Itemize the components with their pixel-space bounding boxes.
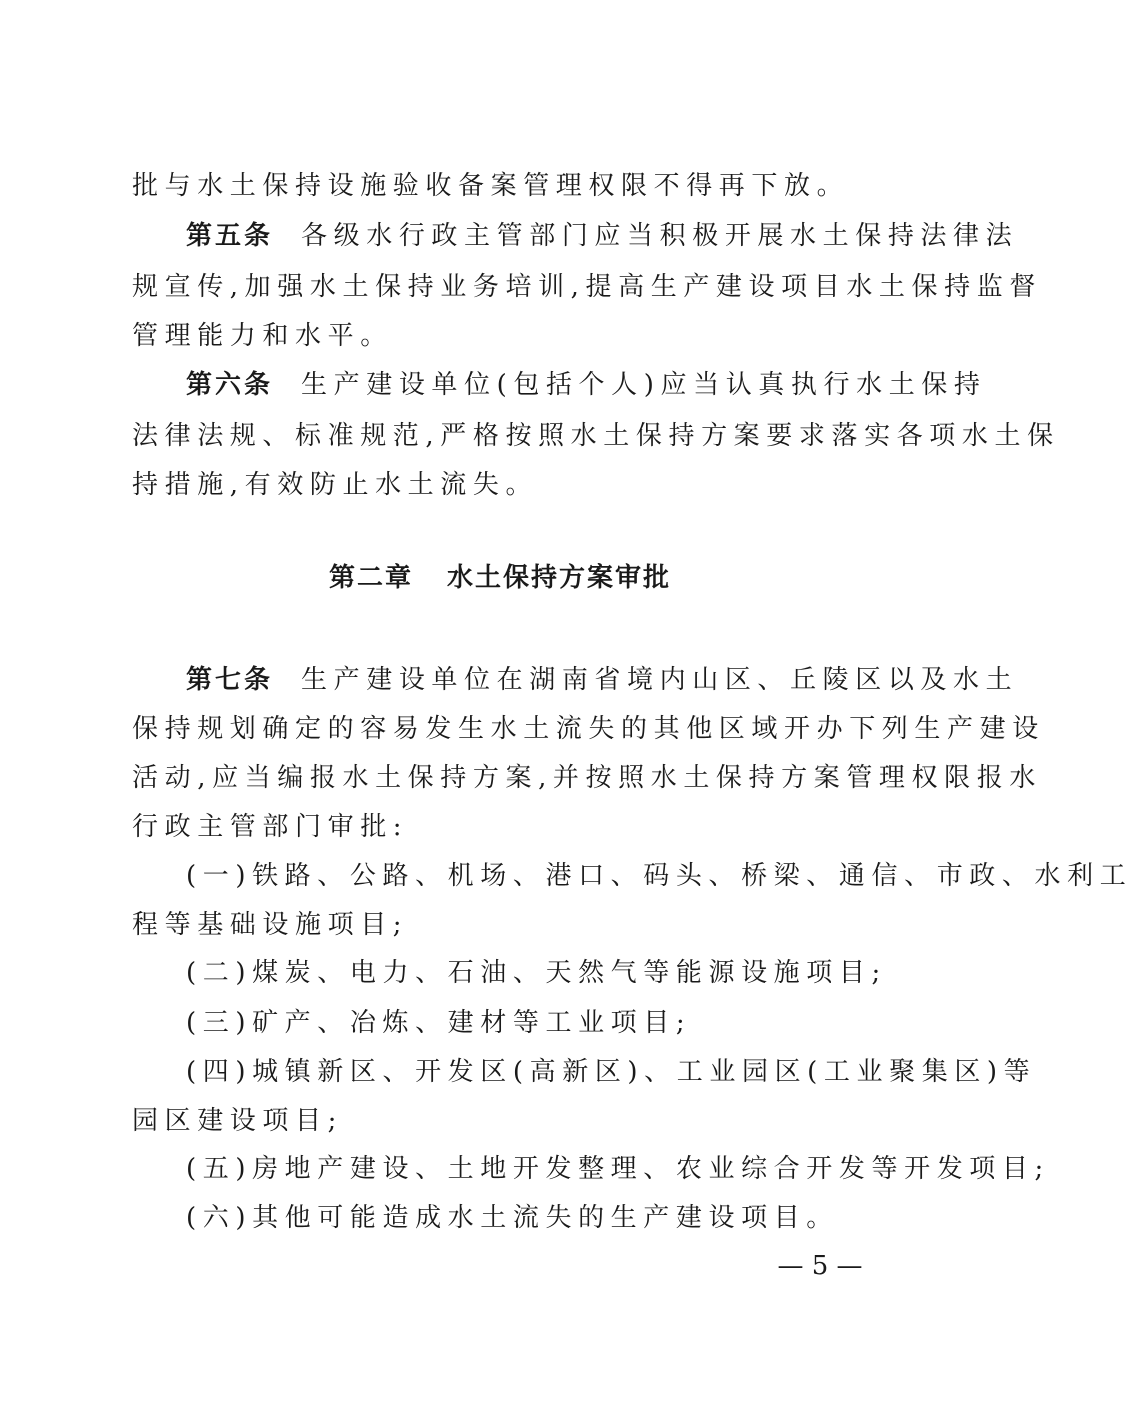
text-line: 保持规划确定的容易发生水土流失的其他区域开办下列生产建设	[132, 714, 1045, 744]
list-item-6: (六)其他可能造成水土流失的生产建设项目。	[186, 1203, 839, 1233]
text-line: 园区建设项目;	[132, 1106, 343, 1136]
article-7-number: 第七条	[186, 665, 274, 695]
chapter-heading	[0, 552, 1000, 604]
article-5-number: 第五条	[186, 221, 274, 251]
list-item-3: (三)矿产、冶炼、建材等工业项目;	[186, 1008, 692, 1038]
list-item-2: (二)煤炭、电力、石油、天然气等能源设施项目;	[186, 958, 887, 988]
page-number: — 5 —	[777, 1251, 863, 1281]
list-item-4: (四)城镇新区、开发区(高新区)、工业园区(工业聚集区)等	[186, 1057, 1037, 1087]
text-line: 行政主管部门审批:	[132, 812, 409, 842]
text-line: 管理能力和水平。	[132, 321, 393, 351]
text-line: 活动,应当编报水土保持方案,并按照水土保持方案管理权限报水	[132, 763, 1042, 793]
article-6-line-1	[186, 359, 987, 411]
chapter-number: 第二章	[328, 563, 413, 593]
text-line: 法律法规、标准规范,严格按照水土保持方案要求落实各项水土保	[132, 421, 1060, 451]
article-7-text: 生产建设单位在湖南省境内山区、丘陵区以及水土	[301, 665, 1019, 695]
article-6-text: 生产建设单位(包括个人)应当认真执行水土保持	[301, 370, 987, 400]
text-line: 规宣传,加强水土保持业务培训,提高生产建设项目水土保持监督	[132, 272, 1042, 302]
list-item-5: (五)房地产建设、土地开发整理、农业综合开发等开发项目;	[186, 1154, 1050, 1184]
text-line: 批与水土保持设施验收备案管理权限不得再下放。	[132, 171, 850, 201]
article-7-line-1	[186, 654, 1019, 706]
article-5-text: 各级水行政主管部门应当积极开展水土保持法律法	[301, 221, 1019, 251]
text-line: 程等基础设施项目;	[132, 910, 409, 940]
text-line: 持措施,有效防止水土流失。	[132, 470, 539, 500]
list-item-1: (一)铁路、公路、机场、港口、码头、桥梁、通信、市政、水利工	[186, 861, 1132, 891]
chapter-title: 水土保持方案审批	[447, 563, 672, 593]
article-6-number: 第六条	[186, 370, 274, 400]
article-5-line-1	[186, 210, 1019, 262]
